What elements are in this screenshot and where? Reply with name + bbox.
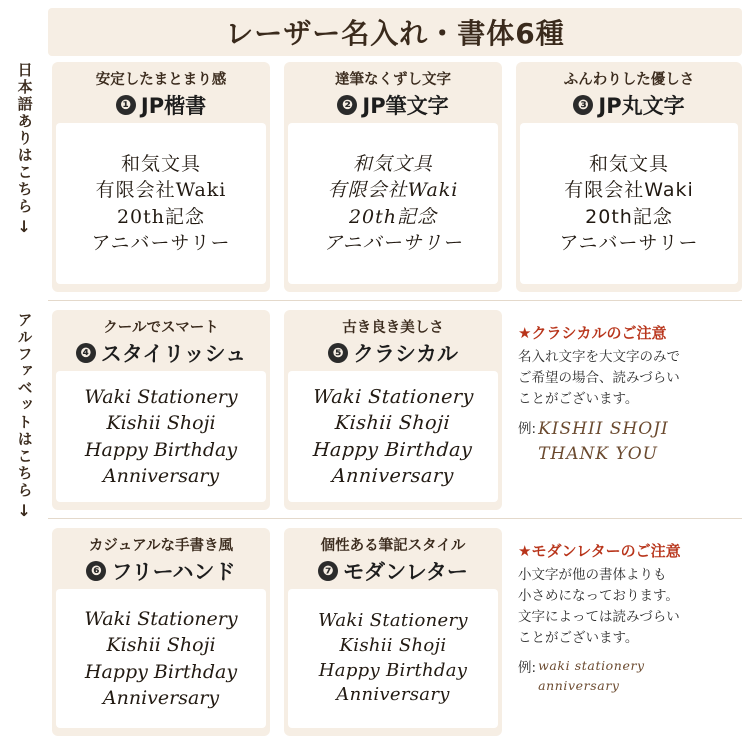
font-card-jp-maru[interactable] bbox=[516, 62, 742, 292]
arrow-icon: → bbox=[15, 219, 35, 233]
divider bbox=[48, 300, 742, 301]
font-sample bbox=[288, 589, 498, 728]
font-card-classical[interactable] bbox=[284, 310, 502, 510]
note-body bbox=[518, 347, 740, 410]
sample-line: 有限会社Waki bbox=[564, 179, 694, 202]
font-card-title: JP丸文字 bbox=[598, 94, 685, 118]
font-card-title-row bbox=[573, 90, 684, 120]
font-card-title-row bbox=[318, 556, 468, 586]
font-card-title: フリーハンド bbox=[111, 560, 236, 584]
sample-line: 和気文具 bbox=[352, 153, 433, 176]
divider bbox=[48, 518, 742, 519]
sample-line: Anniversary bbox=[331, 464, 455, 487]
font-number-badge: ❹ bbox=[76, 343, 96, 363]
side-label-japanese bbox=[4, 62, 44, 292]
sample-line: 20th記念 bbox=[348, 205, 438, 228]
font-card-subtitle: 安定したまとまり感 bbox=[95, 72, 227, 88]
sample-line: Kishii Shoji bbox=[339, 634, 447, 656]
sample-line: 20th記念 bbox=[585, 205, 673, 228]
font-card-subtitle: カジュアルな手書き風 bbox=[88, 538, 234, 554]
note-example-text bbox=[538, 417, 669, 468]
note-example-label: 例: bbox=[518, 659, 537, 676]
sample-line: Waki Stationery bbox=[318, 609, 468, 631]
sample-line: Waki Stationery bbox=[84, 386, 238, 409]
sample-line: Kishii Shoji bbox=[106, 412, 216, 435]
note-line: 小文字が他の書体よりも bbox=[518, 567, 667, 583]
sample-line: 和気文具 bbox=[588, 153, 669, 176]
note-example-label: 例: bbox=[518, 420, 537, 437]
sample-line: Anniversary bbox=[102, 464, 220, 487]
sample-line: Happy Birthday bbox=[84, 660, 238, 683]
font-card-stylish[interactable] bbox=[52, 310, 270, 510]
note-line: 文字によっては読みづらい bbox=[518, 608, 680, 625]
note-line: ことがございます。 bbox=[518, 629, 639, 646]
note-example-line: waki stationery bbox=[538, 657, 645, 673]
font-card-jp-fude[interactable] bbox=[284, 62, 502, 292]
sample-line: Waki Stationery bbox=[84, 608, 238, 631]
font-card-title-row bbox=[328, 338, 458, 368]
font-number-badge: ❼ bbox=[318, 561, 338, 581]
font-sample bbox=[288, 371, 498, 502]
note-classical bbox=[514, 320, 744, 470]
font-number-badge: ❺ bbox=[328, 343, 348, 363]
font-sample bbox=[56, 123, 266, 284]
font-number-badge: ❶ bbox=[116, 95, 136, 115]
sample-line: Happy Birthday bbox=[84, 438, 238, 461]
sample-line: Happy Birthday bbox=[312, 438, 474, 461]
sample-line: Anniversary bbox=[102, 686, 220, 709]
font-card-subtitle: 古き良き美しさ bbox=[342, 320, 444, 336]
note-body bbox=[518, 565, 740, 649]
sample-line: アニバーサリー bbox=[559, 231, 699, 254]
sample-line: Kishii Shoji bbox=[334, 412, 452, 435]
font-number-badge: ❸ bbox=[573, 95, 593, 115]
font-card-title: クラシカル bbox=[353, 342, 458, 366]
sample-line: Waki Stationery bbox=[311, 386, 475, 409]
note-title: ★モダンレターのご注意 bbox=[518, 542, 681, 560]
sample-line: アニバーサリー bbox=[323, 231, 463, 254]
sample-line: 和気文具 bbox=[120, 153, 201, 176]
font-card-jp-kaisho[interactable] bbox=[52, 62, 270, 292]
page-header bbox=[48, 8, 742, 56]
font-sample bbox=[520, 123, 738, 284]
sample-line: 20th記念 bbox=[116, 205, 206, 228]
font-card-subtitle: ふんわりした優しさ bbox=[563, 72, 695, 88]
arrow-icon: → bbox=[15, 503, 35, 517]
side-label-alphabet bbox=[4, 312, 44, 732]
font-card-title-row bbox=[76, 338, 246, 368]
note-example-text bbox=[538, 656, 645, 697]
font-card-title: モダンレター bbox=[343, 560, 468, 584]
note-example bbox=[518, 656, 740, 697]
font-number-badge: ❷ bbox=[337, 95, 357, 115]
font-card-title: JP楷書 bbox=[140, 94, 207, 118]
font-card-subtitle: 達筆なくずし文字 bbox=[335, 72, 451, 88]
note-example-line: KISHII SHOJI bbox=[538, 418, 669, 439]
font-card-title-row bbox=[116, 90, 206, 120]
note-modern-letter bbox=[514, 538, 744, 698]
note-example-line: THANK YOU bbox=[538, 444, 658, 465]
note-line: 名入れ文字を大文字のみで bbox=[518, 349, 680, 365]
sample-line: 有限会社Waki bbox=[327, 179, 459, 202]
sample-line: 有限会社Waki bbox=[95, 179, 227, 202]
font-sample bbox=[288, 123, 498, 284]
font-card-title: JP筆文字 bbox=[362, 94, 449, 118]
font-number-badge: ❻ bbox=[86, 561, 106, 581]
font-card-freehand[interactable] bbox=[52, 528, 270, 736]
sample-line: Happy Birthday bbox=[318, 659, 468, 681]
font-card-subtitle: クールでスマート bbox=[103, 320, 219, 336]
side-label-alphabet-text: アルファベットはこちら bbox=[15, 312, 34, 499]
note-example-line: anniversary bbox=[538, 677, 620, 693]
sample-line: Anniversary bbox=[336, 684, 450, 706]
sample-line: アニバーサリー bbox=[91, 231, 231, 254]
note-line: ことがございます。 bbox=[518, 390, 639, 407]
font-sample bbox=[56, 371, 266, 502]
font-card-title: スタイリッシュ bbox=[100, 342, 247, 366]
note-example bbox=[518, 417, 740, 468]
font-card-title-row bbox=[337, 90, 448, 120]
font-card-subtitle: 個性ある筆記スタイル bbox=[320, 538, 466, 554]
font-card-modern-letter[interactable] bbox=[284, 528, 502, 736]
font-sample bbox=[56, 589, 266, 728]
sample-line: Kishii Shoji bbox=[106, 634, 216, 657]
note-title: ★クラシカルのご注意 bbox=[518, 324, 667, 342]
side-label-japanese-text: 日本語ありはこちら bbox=[15, 62, 34, 215]
note-line: ご希望の場合、読みづらい bbox=[518, 369, 680, 386]
note-line: 小さめになっております。 bbox=[518, 587, 679, 604]
font-card-title-row bbox=[86, 556, 235, 586]
page-title: レーザー名入れ・書体6種 bbox=[225, 17, 565, 50]
